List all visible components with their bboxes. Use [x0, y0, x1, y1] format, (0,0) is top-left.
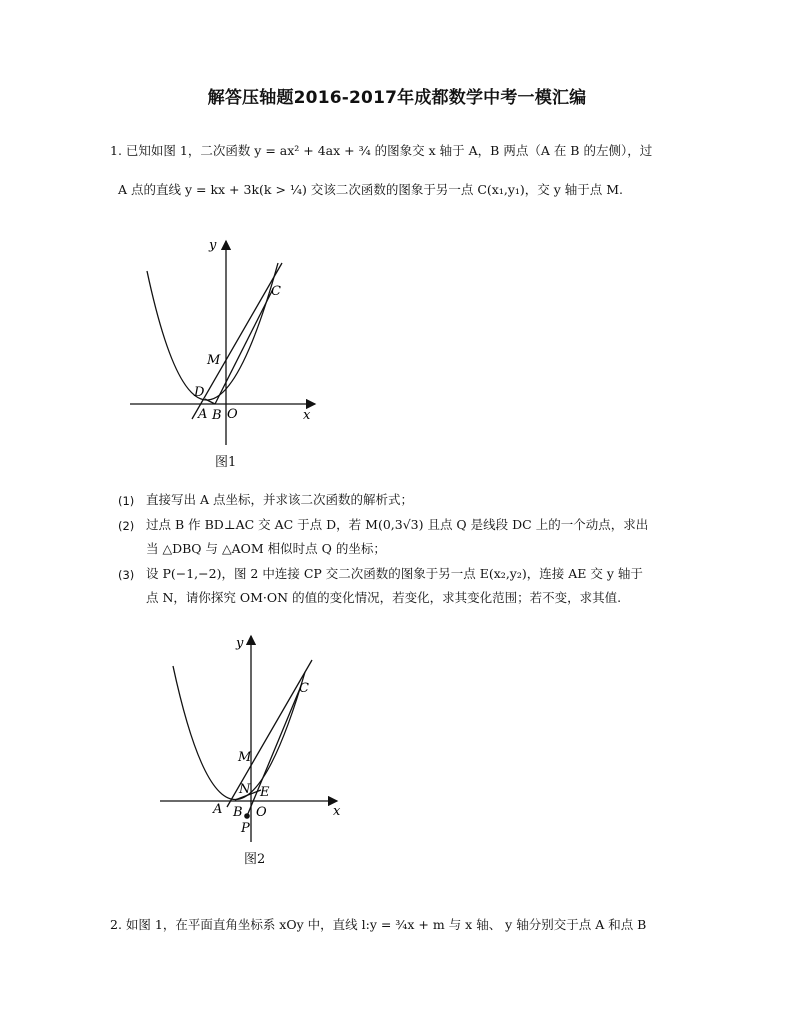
- point-p: [244, 813, 250, 819]
- label-o: O: [256, 805, 267, 820]
- sub3-text-line1: 设 P(−1,−2)，图 2 中连接 CP 交二次函数的图象于另一点 E(x₂,y₂)，连接 AE 交 y 轴于: [146, 566, 643, 581]
- sub3-number: (3): [118, 568, 135, 582]
- label-p: P: [241, 821, 250, 836]
- label-o: O: [227, 407, 238, 422]
- label-y: y: [236, 636, 244, 651]
- page-title: 解答压轴题2016-2017年成都数学中考一模汇编: [207, 88, 587, 108]
- q1-text-line1: 1. 已知如图 1，二次函数 y = ax² + 4ax + ¾ 的图象交 x 轴于 A，B 两点（A 在 B 的左侧），过: [110, 143, 653, 158]
- sub1-text: 直接写出 A 点坐标，并求该二次函数的解析式；: [146, 492, 413, 507]
- figure-1: [125, 233, 325, 477]
- sub3-text-line2: 点 N，请你探究 OM·ON 的值的变化情况，若变化，求其变化范围；若不变，求其值.: [146, 590, 622, 605]
- line-cp: [247, 686, 301, 816]
- label-c: C: [271, 284, 281, 299]
- label-x: x: [303, 408, 311, 423]
- label-d: D: [194, 385, 205, 400]
- line-ac: [192, 263, 282, 419]
- q1-text-line2: A 点的直线 y = kx + 3k(k > ¼) 交该二次函数的图象于另一点 C(x₁,y₁)，交 y 轴于点 M.: [118, 182, 624, 197]
- sub2-text-line1: 过点 B 作 BD⊥AC 交 AC 于点 D，若 M(0,3√3) 且点 Q 是线段 DC 上的一个动点，求出: [146, 517, 649, 532]
- label-x: x: [333, 804, 341, 819]
- figure-1-caption: 图1: [215, 455, 237, 470]
- line-bc: [215, 289, 273, 404]
- sub2-text-line2: 当 △DBQ 与 △AOM 相似时点 Q 的坐标；: [146, 541, 386, 556]
- label-m: M: [207, 353, 221, 368]
- label-y: y: [209, 238, 217, 253]
- figure-2: [155, 630, 355, 854]
- label-a: A: [213, 802, 223, 817]
- label-b: B: [212, 408, 222, 423]
- label-a: A: [198, 407, 208, 422]
- parabola-curve: [147, 263, 278, 400]
- parabola-curve: [173, 666, 305, 800]
- sub2-number: (2): [118, 519, 135, 533]
- figure-2-caption: 图2: [244, 852, 266, 867]
- label-b: B: [233, 805, 243, 820]
- label-m: M: [238, 750, 252, 765]
- label-e: E: [260, 785, 270, 800]
- label-c: C: [299, 681, 309, 696]
- q2-text-line1: 2. 如图 1，在平面直角坐标系 xOy 中，直线 l:y = ¾x + m 与 x 轴、 y 轴分别交于点 A 和点 B: [110, 917, 647, 932]
- sub1-number: (1): [118, 494, 135, 508]
- label-n: N: [239, 782, 251, 797]
